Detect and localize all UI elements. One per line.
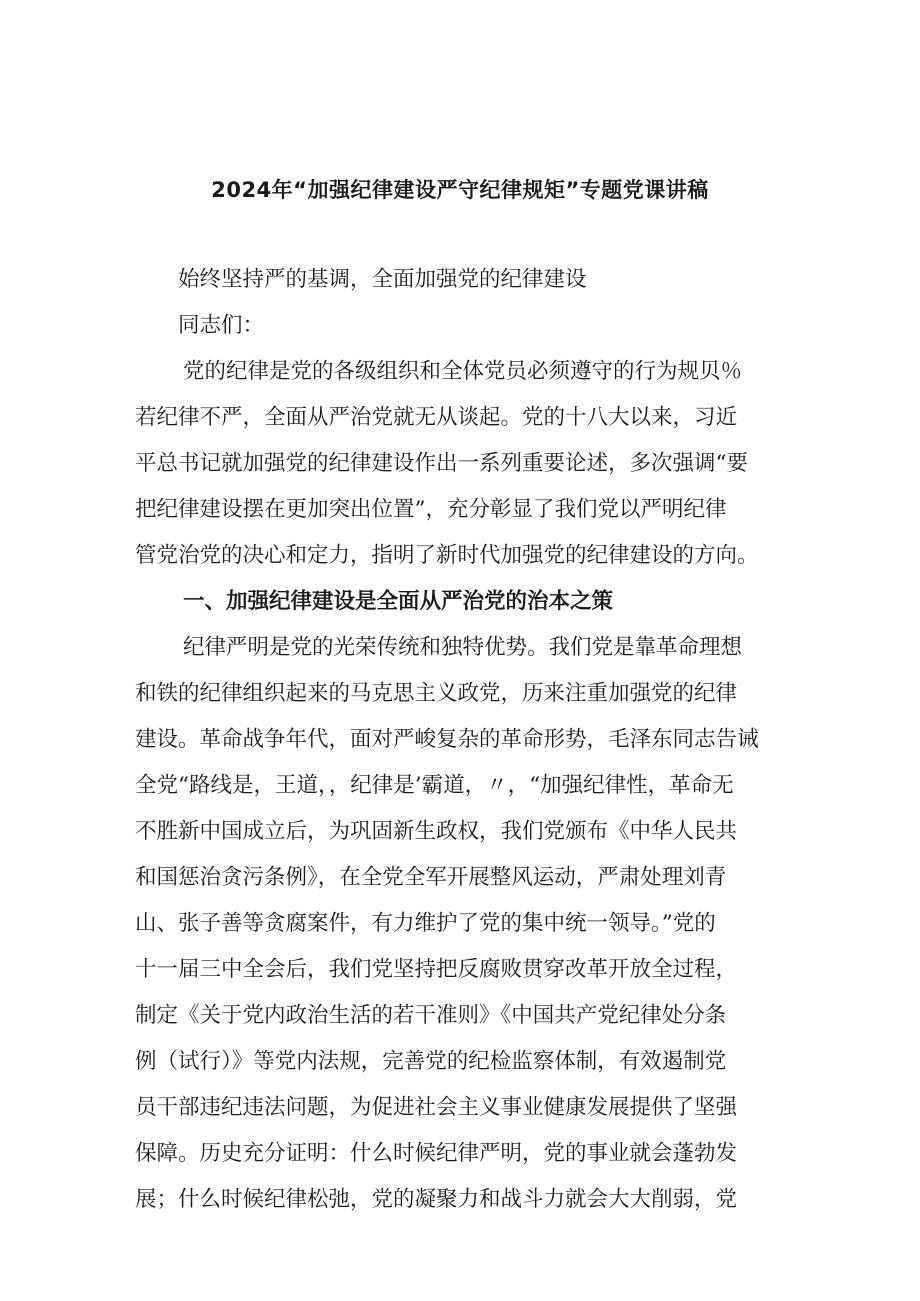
- paragraph-line: 把纪律建设摆在更加突出位置”，充分彰显了我们党以严明纪律: [135, 497, 727, 522]
- paragraph-line: 若纪律不严，全面从严治党就无从谈起。党的十八大以来，习近: [135, 405, 738, 430]
- paragraph-line: 展；什么时候纪律松弛，党的凝聚力和战斗力就会大大削弱，党: [135, 1187, 738, 1212]
- paragraph-line: 建设。革命战争年代，面对严峻复杂的革命形势，毛泽东同志告诫: [135, 727, 759, 752]
- paragraph-line: 保障。历史充分证明：什么时候纪律严明，党的事业就会蓬勃发: [135, 1141, 738, 1166]
- subtitle: 始终坚持严的基调，全面加强党的纪律建设: [178, 267, 587, 292]
- paragraph-line: 不胜新中国成立后，为巩固新生政权，我们党颁布《中华人民共: [135, 819, 738, 844]
- paragraph-line: 和铁的纪律组织起来的马克思主义政党，历来注重加强党的纪律: [135, 681, 738, 706]
- paragraph-1: [135, 354, 795, 574]
- paragraph-line: 员干部违纪违法问题，为促进社会主义事业健康发展提供了坚强: [135, 1095, 738, 1120]
- paragraph-line: 纪律严明是党的光荣传统和独特优势。我们党是靠革命理想: [183, 635, 743, 660]
- paragraph-2: [135, 630, 795, 1218]
- paragraph-line: 党的纪律是党的各级组织和全体党员必须遵守的行为规贝％: [183, 359, 743, 384]
- paragraph-line: 和国惩治贪污条例》，在全党全军开展整风运动，严肃处理刘青: [135, 865, 727, 890]
- paragraph-line: 十一届三中全会后，我们党坚持把反腐败贯穿改革开放全过程，: [135, 957, 738, 982]
- section-heading-1: 一、加强纪律建设是全面从严治党的治本之策: [183, 589, 614, 614]
- document-title: 2024年“加强纪律建设严守纪律规矩”专题党课讲稿: [211, 178, 709, 202]
- paragraph-line: 山、张子善等贪腐案件，有力维护了党的集中统一领导。”党的: [135, 911, 716, 936]
- paragraph-line: 制定《关于党内政治生活的若干准则》《中国共产党纪律处分条: [135, 1003, 727, 1028]
- paragraph-line: 平总书记就加强党的纪律建设作出一系列重要论述，多次强调“要: [135, 451, 748, 476]
- paragraph-line: 例（试行）》等党内法规，完善党的纪检监察体制，有效遏制党: [135, 1049, 727, 1074]
- paragraph-line: 管党治党的决心和定力，指明了新时代加强党的纪律建设的方向。: [135, 543, 759, 568]
- document-body: [135, 262, 795, 1228]
- paragraph-line: 全党“路线是，王道，，纪律是’霸道，〃，“加强纪律性，革命无: [135, 773, 734, 798]
- salutation: 同志们：: [178, 313, 265, 338]
